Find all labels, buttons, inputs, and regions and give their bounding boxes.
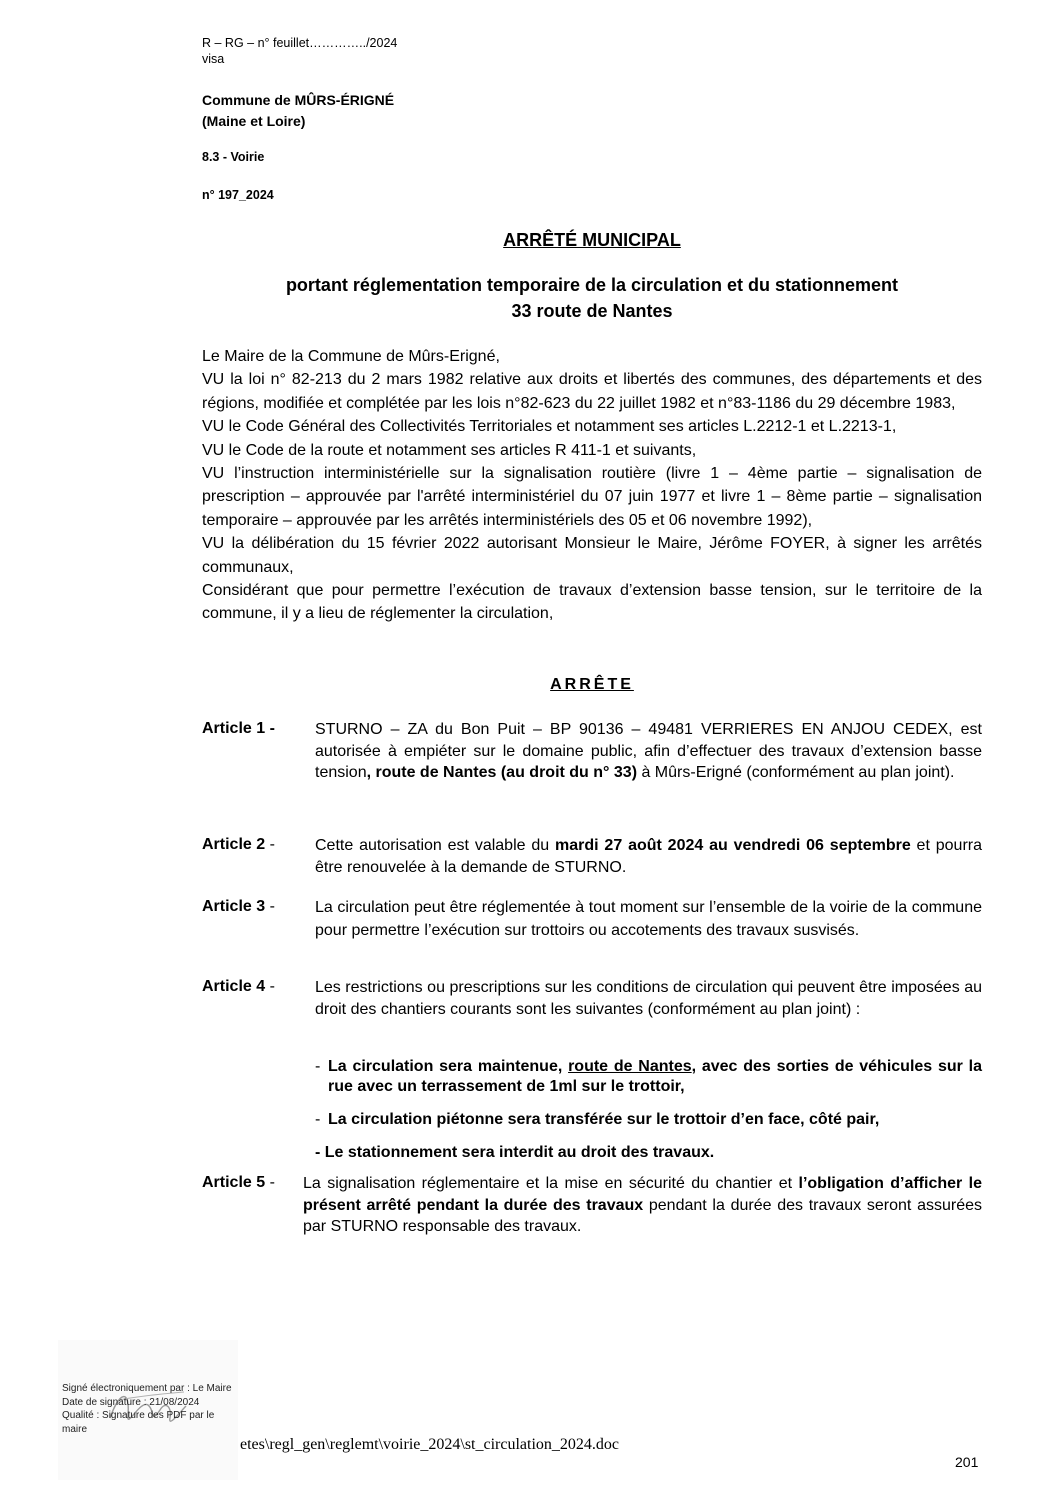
article-2-text-start: Cette autorisation est valable du (315, 837, 556, 854)
commune-name: Commune de MÛRS-ÉRIGNÉ (202, 92, 395, 108)
footer-file-path: etes\regl_gen\reglemt\voirie_2024\st_circulation_2024.doc (240, 1436, 620, 1453)
article-5-body (303, 1173, 982, 1238)
signature-info (62, 1382, 232, 1436)
article-4-body (315, 977, 982, 1020)
article-1-label-text: Article 1 - (202, 720, 275, 737)
preamble (202, 345, 982, 626)
article-1-text-end: à Mûrs-Erigné (conformément au plan joint). (637, 764, 955, 781)
article-5-label-dash: - (265, 1174, 275, 1191)
signature-signer: Signé électroniquement par : Le Maire (62, 1383, 232, 1394)
document-subtitle (200, 272, 984, 324)
commune-block (202, 90, 394, 132)
article-1-text (315, 719, 982, 784)
article-5-text (303, 1173, 982, 1238)
commune-department: (Maine et Loire) (202, 113, 306, 129)
bullet-dash: - (315, 1058, 321, 1075)
bullet-1-start: La circulation sera maintenue, (328, 1058, 569, 1075)
article-2-text-end: et pourra être renouvelée à la demande de STURNO. (315, 837, 982, 876)
bullet-pedestrian (315, 1110, 982, 1130)
bullet-1-end: , avec des sorties de véhicules sur la rue avec un terrassement de 1ml sur le trottoir, (328, 1058, 982, 1095)
article-2-body (315, 835, 982, 878)
bullet-3-text: - Le stationnement sera interdit au droit des travaux. (315, 1144, 715, 1161)
preamble-cgct: VU le Code Général des Collectivités Territoriales et notamment ses articles L.2212-1 et L.2213-1, (202, 418, 897, 436)
arrete-heading: ARRÊTE (550, 676, 634, 693)
page-number: 201 (955, 1454, 979, 1470)
subtitle-line-2: 33 route de Nantes (511, 301, 673, 321)
article-2-text (315, 835, 982, 878)
preamble-deliberation: VU la délibération du 15 février 2022 autorisant Monsieur le Maire, Jérôme FOYER, à signer les arrêtés communaux, (202, 535, 982, 576)
article-4-bullets (315, 1057, 982, 1163)
bullet-parking (315, 1143, 982, 1163)
article-5-label-text: Article 5 (202, 1174, 266, 1191)
category-label: 8.3 - Voirie (202, 150, 265, 164)
article-2-dates: mardi 27 août 2024 au vendredi 06 septembre (555, 837, 911, 854)
article-1-text-start: STURNO – ZA du Bon Puit – BP 90136 – 49481 VERRIERES EN ANJOU CEDEX, est autorisée à empiéter sur le domaine public, afin d’effectuer des travaux d’extension basse tension (315, 721, 982, 781)
article-1-label (202, 720, 275, 738)
article-5-text-start: La signalisation réglementaire et la mise en sécurité du chantier et (303, 1175, 799, 1192)
article-3-label-text: Article 3 (202, 898, 266, 915)
signature-date: Date de signature : 21/08/2024 (62, 1396, 200, 1408)
document-title: ARRÊTÉ MUNICIPAL (503, 230, 681, 250)
article-3-text: La circulation peut être réglementée à tout moment sur l’ensemble de la voirie de la commune pour permettre l’exécution sur trottoirs ou accotements des travaux susvisés. (315, 899, 982, 939)
decree-number: n° 197_2024 (202, 188, 274, 202)
reference-visa: visa (202, 52, 225, 66)
bullet-2-text: La circulation piétonne sera transférée sur le trottoir d’en face, côté pair, (328, 1111, 880, 1128)
article-2-label-dash: - (265, 836, 275, 853)
article-3-body (315, 897, 982, 942)
article-4-text: Les restrictions ou prescriptions sur les conditions de circulation qui peuvent être imposées au droit des chantiers courants sont les suivantes (conformément au plan joint) : (315, 979, 982, 1018)
reference-line (202, 35, 397, 67)
article-5-obligation: l’obligation d’afficher le présent arrêté pendant la durée des travaux (303, 1175, 982, 1214)
preamble-instruction: VU l’instruction interministérielle sur la signalisation routière (livre 1 – 4ème partie – signalisation de prescription – approuvée par l'arrêté interministériel du 07 juin 1977 et livre 1 – 8ème partie – signalisation temporaire – approuvée par les arrêtés interministériels des 05 et 06 novembre 1992), (202, 465, 982, 529)
article-2-label-text: Article 2 (202, 836, 266, 853)
preamble-mayor: Le Maire de la Commune de Mûrs-Erigné, (202, 348, 500, 365)
article-3-label (202, 898, 275, 916)
preamble-law-1982: VU la loi n° 82-213 du 2 mars 1982 relative aux droits et libertés des communes, des départements et des régions, modifiée et complétée par les lois n°82-623 du 22 juillet 1982 et n°83-1186 du 29 décembre 1983, (202, 371, 982, 412)
article-4-label-text: Article 4 (202, 978, 266, 995)
bullet-circulation-maintained (315, 1057, 982, 1097)
article-2-label (202, 836, 275, 854)
article-5-text-end: pendant la durée des travaux seront assurées par STURNO responsable des travaux. (303, 1196, 983, 1235)
preamble-road-code: VU le Code de la route et notamment ses articles R 411-1 et suivants, (202, 441, 697, 459)
article-4-label (202, 978, 275, 996)
signature-quality: Qualité : Signature des PDF par le maire (62, 1410, 215, 1435)
article-3-label-dash: - (265, 898, 275, 915)
article-4-label-dash: - (265, 978, 275, 995)
article-5-label (202, 1174, 275, 1192)
bullet-1-text (328, 1057, 982, 1097)
bullet-1-road: route de Nantes (568, 1058, 692, 1075)
subtitle-line-1: portant réglementation temporaire de la circulation et du stationnement (285, 275, 899, 295)
preamble-considering: Considérant que pour permettre l’exécution de travaux d’extension basse tension, sur le territoire de la commune, il y a lieu de réglementer la circulation, (202, 582, 982, 623)
article-1-body (315, 719, 982, 784)
bullet-dash: - (315, 1111, 321, 1128)
reference-sheet: R – RG – n° feuillet…………../2024 (202, 36, 398, 50)
article-1-location: , route de Nantes (au droit du n° 33) (366, 764, 638, 781)
